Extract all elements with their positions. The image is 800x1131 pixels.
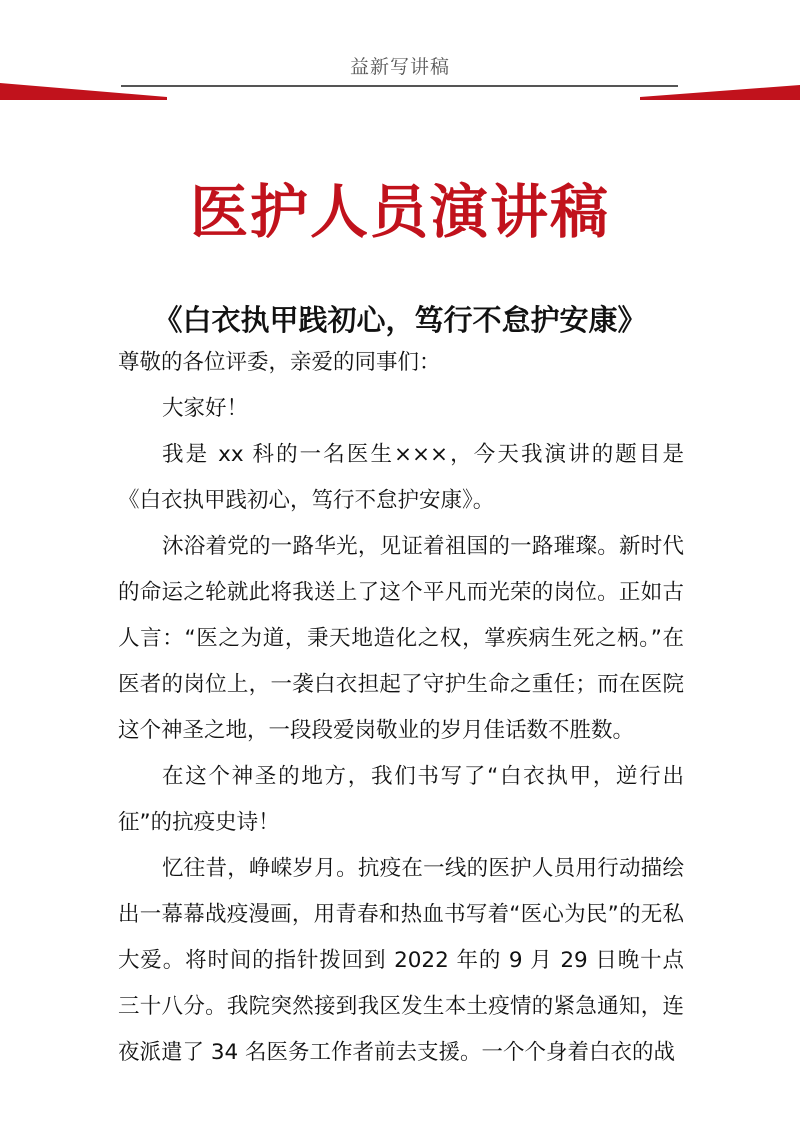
header-title: 益新写讲稿 [349, 56, 450, 78]
paragraph-body: 沐浴着党的一路华光，见证着祖国的一路璀璨。新时代的命运之轮就此将我送上了这个平凡而光荣的岗位。正如古人言：“医之为道，秉天地造化之权，掌疾病生死之柄。”在医者的岗位上，一袭白衣担起了守护生命之重任；而在医院这个神圣之地，一段段爱岗敬业的岁月佳话数不胜数。 [118, 534, 684, 743]
paragraph-body: 忆往昔，峥嵘岁月。抗疫在一线的医护人员用行动描绘出一幕幕战疫漫画，用青春和热血书写着“医心为民”的无私大爱。将时间的指针拨回到 2022 年的 9 月 29 日晚十点三十八分。我院突然接到我区发生本土疫情的紧急通知，连夜派遣了 34 名医务工作者前去支援。一个个身着白衣的战 [118, 856, 684, 1065]
paragraph-greeting: 大家好！ [162, 396, 249, 421]
document-main-title: 医护人员演讲稿 [189, 178, 610, 246]
paragraph-body: 在这个神圣的地方，我们书写了“白衣执甲，逆行出征”的抗疫史诗！ [118, 764, 684, 835]
right-red-wedge [640, 85, 800, 100]
speech-body [118, 340, 684, 1076]
header-rule-divider [121, 85, 678, 87]
paragraph-salutation: 尊敬的各位评委，亲爱的同事们： [118, 350, 441, 375]
paragraph-introduction: 我是 xx 科的一名医生×××，今天我演讲的题目是《白衣执甲践初心，笃行不怠护安康》。 [118, 442, 684, 513]
speech-subtitle: 《白衣执甲践初心，笃行不怠护安康》 [153, 303, 647, 337]
